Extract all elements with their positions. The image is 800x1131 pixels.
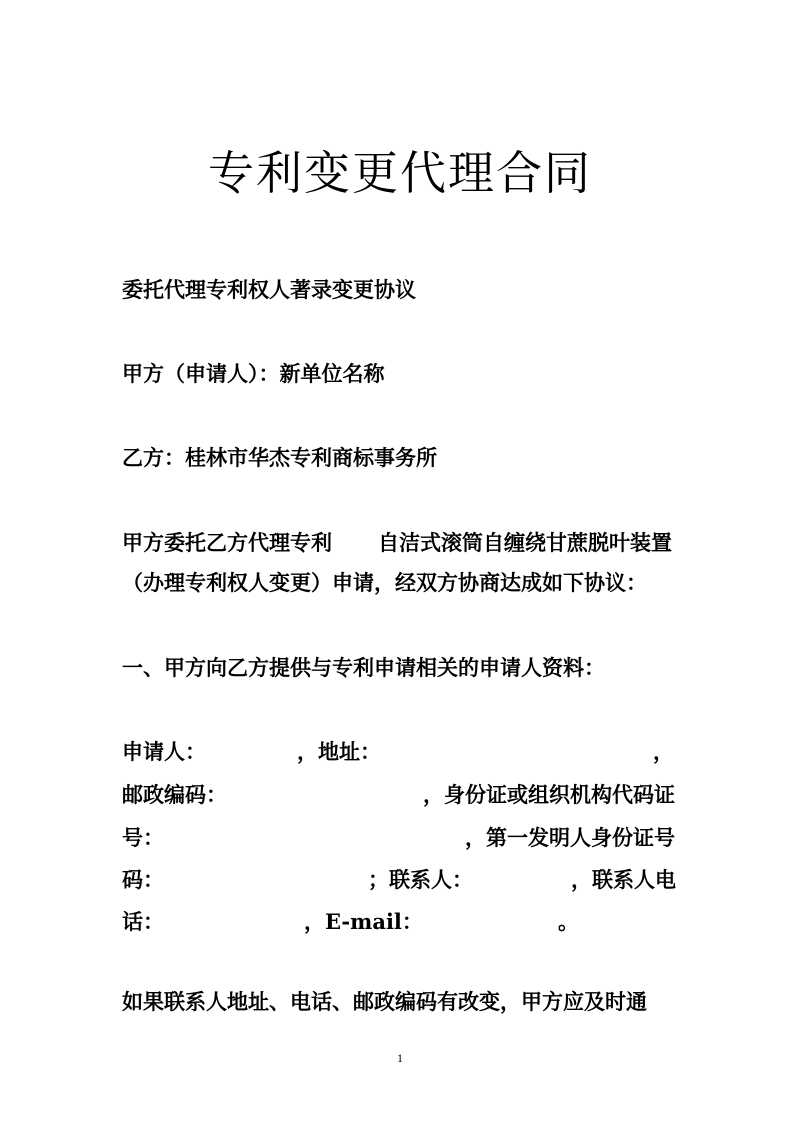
contact-phone-label-part-1: ，联系人电 [571,867,676,892]
applicant-label: 申请人： [122,739,206,764]
contact-phone-label-part-2: 话： [122,909,164,934]
patent-name: 自洁式滚筒自缠绕甘蔗脱叶装置 [378,530,672,555]
entrust-line-2: （办理专利权人变更）申请，经双方协商达成如下协议： [122,570,647,595]
address-label: ，地址： [297,739,381,764]
subtitle: 委托代理专利权人著录变更协议 [122,277,416,302]
email-label: ，E-mail： [304,909,423,934]
party-b-line: 乙方：桂林市华杰专利商标事务所 [122,445,437,470]
entrust-prefix: 甲方委托乙方代理专利 [122,530,332,555]
inventor-id-label-part-1: ，第一发明人身份证号 [465,825,675,850]
id-label-part-1: ，身份证或组织机构代码证 [423,782,675,807]
postcode-label: 邮政编码： [122,782,227,807]
document-title: 专利变更代理合同 [208,146,592,200]
inventor-id-label-part-2: 码： [122,867,164,892]
party-a-line: 甲方（申请人）：新单位名称 [122,361,385,386]
notice-line: 如果联系人地址、电话、邮政编码有改变，甲方应及时通 [122,989,647,1014]
address-end-comma: ， [653,739,674,764]
page-number: 1 [397,1051,403,1065]
clause-1-heading: 一、甲方向乙方提供与专利申请相关的申请人资料： [122,655,605,680]
form-end-period: 。 [558,909,579,934]
contact-label: ；联系人： [368,867,473,892]
entrust-line-1 [122,531,672,555]
form-line-1 [122,740,206,764]
id-label-part-2: 号： [122,825,164,850]
